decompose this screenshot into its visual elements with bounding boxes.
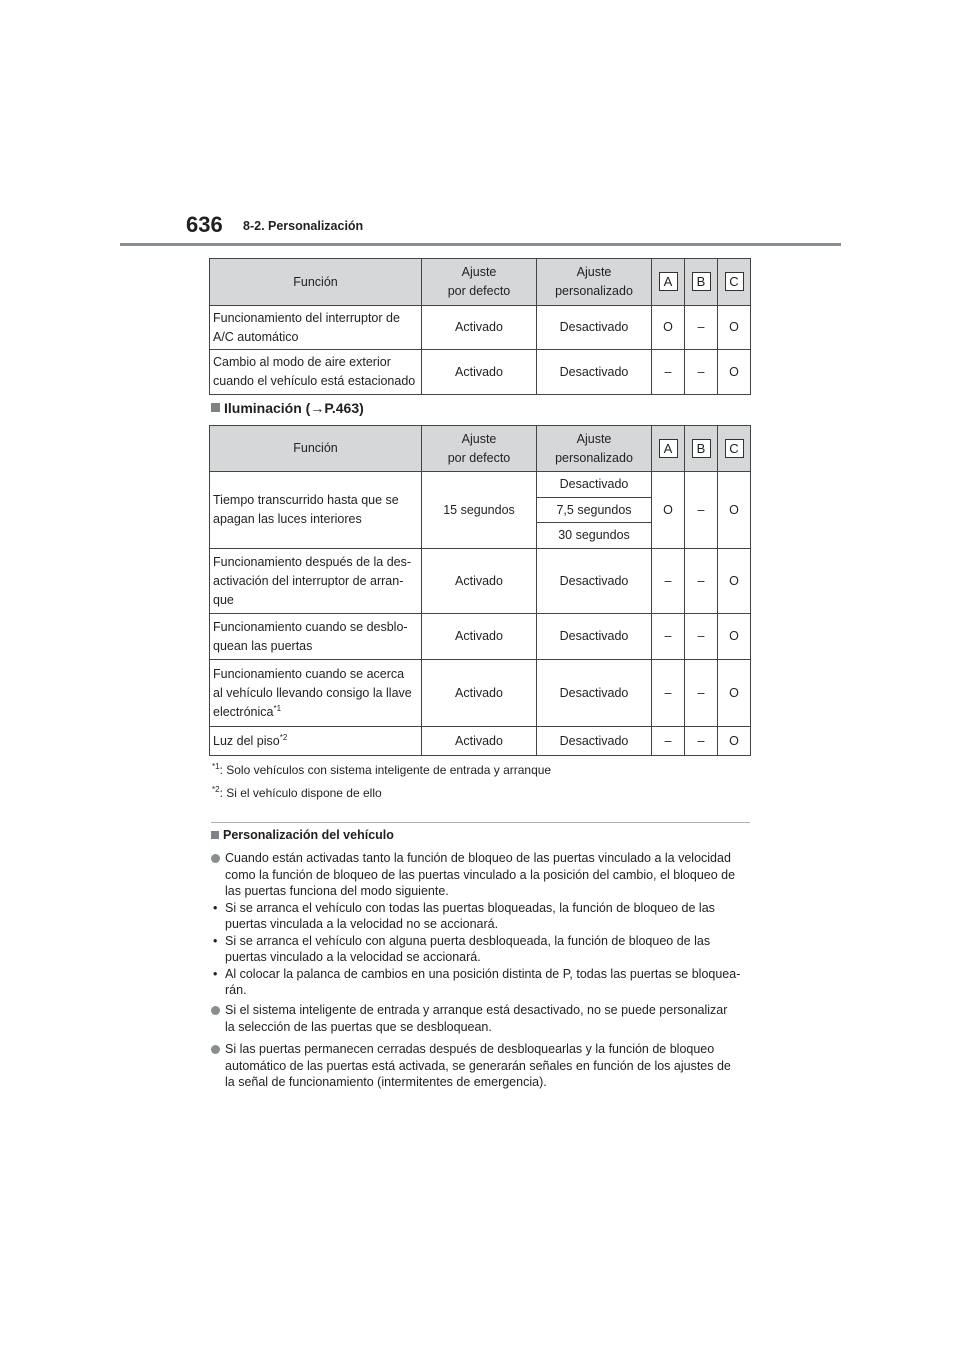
subheading-personalizacion: Personalización del vehículo [211, 828, 394, 842]
table-row [210, 350, 751, 395]
header-a: A [652, 259, 685, 306]
text-line: puertas vinculada a la velocidad no se accionará. [225, 917, 499, 931]
table-row [210, 472, 751, 498]
cell-default: Activado [422, 614, 537, 660]
table-row [210, 306, 751, 350]
text-line: puertas vinculado a la velocidad se accionará. [225, 950, 481, 964]
cell-a: – [652, 614, 685, 660]
cell-custom: 30 segundos [537, 523, 652, 549]
cell-function: Funcionamiento cuando se desblo- quean las puertas [210, 614, 422, 660]
table-header-row [210, 426, 751, 472]
cell-function: Funcionamiento cuando se acerca al vehículo llevando consigo la llave electrónica$^{*1}$ [210, 660, 422, 727]
table-lighting [209, 425, 751, 756]
header-a: A [652, 426, 685, 472]
list-item [211, 933, 751, 966]
paragraph-2 [211, 1002, 751, 1035]
footnote-2: $^{*2}$: Si el vehículo dispone de ello [212, 785, 382, 800]
text-line: la selección de las puertas que se desbloquean. [225, 1019, 492, 1034]
text-line: Si el sistema inteligente de entrada y arranque está desactivado, no se puede personalizar [225, 1003, 728, 1017]
cell-c: O [718, 306, 751, 350]
cell-c: O [718, 350, 751, 395]
cell-c: O [718, 472, 751, 549]
text-line: Cuando están activadas tanto la función de bloqueo de las puertas vinculado a la velocidad [225, 851, 731, 865]
cell-b: – [685, 660, 718, 727]
list-item [211, 900, 751, 933]
header-c: C [718, 426, 751, 472]
cell-custom: Desactivado [537, 549, 652, 614]
header-c: C [718, 259, 751, 306]
footnote-1: $^{*1}$: Solo vehículos con sistema inteligente de entrada y arranque [212, 762, 552, 777]
cell-a: – [652, 660, 685, 727]
header-funcion: Función [210, 259, 422, 306]
cell-function: Luz del piso$^{*2}$ [210, 727, 422, 756]
table-row [210, 727, 751, 756]
table-row [210, 614, 751, 660]
section-divider [211, 822, 750, 823]
cell-default: Activado [422, 660, 537, 727]
cell-custom: Desactivado [537, 614, 652, 660]
text-line: Si las puertas permanecen cerradas después de desbloquearlas y la función de bloqueo [225, 1042, 715, 1056]
cell-function: Funcionamiento del interruptor de A/C automático [210, 306, 422, 350]
cell-a: O [652, 306, 685, 350]
text-line: • Al colocar la palanca de cambios en una posición distinta de P, todas las puertas se bloquea- [225, 966, 741, 981]
text-line: • Si se arranca el vehículo con alguna puerta desbloqueada, la función de bloqueo de las [225, 933, 711, 948]
header-b: B [685, 426, 718, 472]
text-line: como la función de bloqueo de las puertas vinculado a la posición del cambio, el bloqueo de [225, 867, 736, 882]
heading-iluminacion: Iluminación (→P.463) [211, 400, 364, 416]
cell-custom: Desactivado [537, 350, 652, 395]
table-row [210, 660, 751, 727]
cell-custom: Desactivado [537, 727, 652, 756]
circle-bullet-icon [211, 1045, 220, 1054]
cell-function: Funcionamiento después de la des- activación del interruptor de arran- que [210, 549, 422, 614]
cell-b: – [685, 614, 718, 660]
cell-default: Activado [422, 350, 537, 395]
cell-default: Activado [422, 306, 537, 350]
paragraph-3 [211, 1041, 751, 1091]
square-bullet-icon [211, 831, 219, 839]
circle-bullet-icon [211, 1006, 220, 1015]
cell-b: – [685, 306, 718, 350]
cell-default: Activado [422, 727, 537, 756]
text-line: la señal de funcionamiento (intermitentes de emergencia). [225, 1075, 547, 1089]
cell-c: O [718, 549, 751, 614]
table-row [210, 549, 751, 614]
cell-a: O [652, 472, 685, 549]
paragraph-1 [211, 850, 751, 999]
cell-c: O [718, 660, 751, 727]
header-b: B [685, 259, 718, 306]
cell-c: O [718, 614, 751, 660]
cell-function: Cambio al modo de aire exterior cuando el vehículo está estacionado [210, 350, 422, 395]
header-rule [120, 243, 841, 246]
cell-custom: Desactivado [537, 472, 652, 498]
header-ajuste-personalizado: Ajuste personalizado [537, 426, 652, 472]
cell-default: Activado [422, 549, 537, 614]
circle-bullet-icon [211, 854, 220, 863]
header-ajuste-defecto: Ajuste por defecto [422, 426, 537, 472]
cell-function: Tiempo transcurrido hasta que se apagan las luces interiores [210, 472, 422, 549]
cell-b: – [685, 350, 718, 395]
cell-c: O [718, 727, 751, 756]
cell-a: – [652, 549, 685, 614]
cell-a: – [652, 727, 685, 756]
table-climate [209, 258, 751, 395]
square-bullet-icon [211, 403, 220, 412]
cell-b: – [685, 472, 718, 549]
cell-custom: Desactivado [537, 306, 652, 350]
header-ajuste-defecto: Ajuste por defecto [422, 259, 537, 306]
text-line: • Si se arranca el vehículo con todas las puertas bloqueadas, la función de bloqueo de las [225, 900, 715, 915]
table-header-row [210, 259, 751, 306]
list-item [211, 966, 751, 999]
page-number: 636 [186, 212, 223, 237]
cell-default: 15 segundos [422, 472, 537, 549]
text-line: rán. [225, 983, 247, 997]
section-title: 8-2. Personalización [243, 219, 364, 233]
cell-b: – [685, 727, 718, 756]
header-funcion: Función [210, 426, 422, 472]
header-ajuste-personalizado: Ajuste personalizado [537, 259, 652, 306]
text-line: automático de las puertas está activada, se generarán señales en función de los ajustes de [225, 1058, 731, 1073]
cell-a: – [652, 350, 685, 395]
text-line: las puertas funciona del modo siguiente. [225, 884, 449, 898]
cell-custom: Desactivado [537, 660, 652, 727]
cell-custom: 7,5 segundos [537, 498, 652, 523]
cell-b: – [685, 549, 718, 614]
